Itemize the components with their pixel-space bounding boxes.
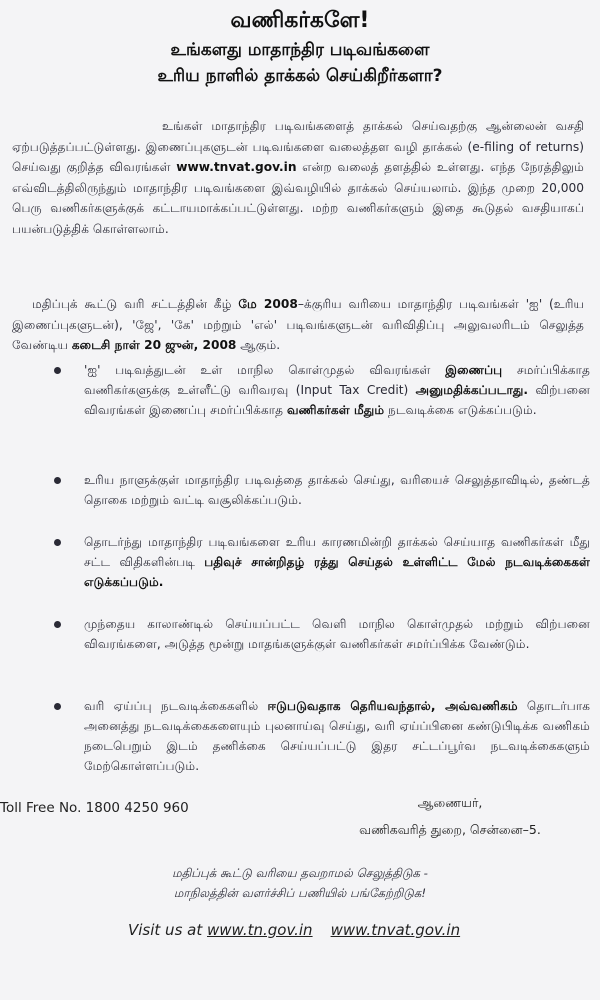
bullet-dot-icon — [54, 539, 61, 546]
page-title: வணிகர்களே! — [230, 8, 370, 33]
visit-us-line — [128, 921, 460, 939]
b2-text-1: உரிய நாளுக்குள் மாதாந்திர படிவத்தை தாக்கல் செய்து, வரியைச் செலுத்தாவிடில், தண்டத் தொகை மற்றும் வட்டி வசூலிக்கப்படும். — [84, 473, 590, 507]
list-item — [84, 696, 590, 776]
subtitle-line-2: உரிய நாளில் தாக்கல் செய்கிறீர்களா? — [157, 66, 443, 86]
deadline-date: கடைசி நாள் 20 ஜுன், 2008 — [71, 338, 237, 352]
b4-text-1: முந்தைய காலாண்டில் செய்யப்பட்ட வெளி மாநில கொள்முதல் மற்றும் விற்பனை விவரங்களை, அடுத்த மூன்று மாதங்களுக்குள் வணிகர்கள் சமர்ப்பிக்க வேண்டும். — [84, 617, 590, 651]
slogan-line-2: மாநிலத்தின் வளர்ச்சிப் பணியில் பங்கேற்றிடுக! — [173, 886, 427, 900]
bullet-dot-icon — [54, 621, 61, 628]
p1-text-2: என்ற வலைத் தளத்தில் உள்ளது. எந்த நேரத்திலும் எவ்விடத்திலிருந்தும் மாதாந்திர படிவங்களை இவ்வழியில் தாக்கல் செய்யலாம். இந்த முறை 20,000 பெரு வணிகர்களுக்குக் கட்டாயமாக்கப்பட்டுள்ளது. மற்ற வணிகர்களும் இதை கூடுதல் வசதியாகப் பயன்படுத்திக் கொள்ளலாம். — [12, 160, 584, 236]
p2-text-1: மதிப்புக் கூட்டு வரி சட்டத்தின் கீழ் — [32, 297, 239, 311]
tn-gov-link[interactable]: www.tn.gov.in — [207, 921, 313, 939]
b1-text-2: சமர்ப்பிக்காத வணிகர்களுக்கு உள்ளீட்டு வரிவரவு (Input Tax Credit) — [84, 363, 590, 397]
signatory-department: வணிகவரித் துறை, சென்னை–5. — [359, 822, 541, 837]
list-item — [84, 532, 590, 592]
subtitle-line-1: உங்களது மாதாந்திர படிவங்களை — [170, 40, 430, 60]
b1-bold-2: அனுமதிக்கப்படாது. — [415, 383, 529, 397]
p2-text-2: –க்குரிய வரியை மாதாந்திர படிவங்கள் 'ஐ' (உரிய இணைப்புகளுடன்), 'ஜே', 'கே' மற்றும் 'எல்' படிவங்களுடன் வரிவிதிப்பு அலுவலரிடம் செலுத்த வேண்டிய — [12, 297, 584, 352]
b5-text-1: வரி ஏய்ப்பு நடவடிக்கைகளில் — [84, 699, 268, 713]
b1-text-3: விற்பனை விவரங்கள் இணைப்பு சமர்ப்பிக்காத — [84, 383, 590, 417]
toll-free-number: Toll Free No. 1800 4250 960 — [0, 800, 189, 816]
b1-bold-3: வணிகர்கள் மீதும் — [286, 403, 385, 417]
list-item — [84, 360, 590, 420]
visit-prefix: Visit us at — [128, 921, 207, 939]
b1-text-1: 'ஐ' படிவத்துடன் உள் மாநில கொள்முதல் விவரங்கள் — [84, 363, 446, 377]
b1-bold-1: இணைப்பு — [445, 363, 503, 377]
b5-bold-1: ஈடுபடுவதாக தெரியவந்தால், அவ்வணிகம் — [267, 699, 518, 713]
bullet-dot-icon — [54, 477, 61, 484]
paragraph-deadline — [12, 294, 584, 356]
p1-text-1: உங்கள் மாதாந்திர படிவங்களைத் தாக்கல் செய்வதற்கு ஆன்லைன் வசதி ஏற்படுத்தப்பட்டுள்ளது. இணைப்புகளுடன் படிவங்களை வலைத்தள வழி தாக்கல் (e-filing of returns) செய்வது குறித்த விவரங்கள் — [12, 119, 584, 174]
b1-text-4: நடவடிக்கை எடுக்கப்படும். — [384, 403, 537, 417]
list-item — [84, 614, 590, 654]
tnvat-gov-link[interactable]: www.tnvat.gov.in — [330, 921, 461, 939]
signatory-title: ஆணையர், — [417, 795, 483, 810]
bullet-dot-icon — [54, 703, 61, 710]
website-link: www.tnvat.gov.in — [176, 160, 297, 174]
slogan-line-1: மதிப்புக் கூட்டு வரியை தவறாமல் செலுத்திடுக - — [172, 866, 428, 880]
b3-bold-1: பதிவுச் சான்றிதழ் ரத்து செய்தல் உள்ளிட்ட மேல் நடவடிக்கைகள் எடுக்கப்படும். — [84, 555, 590, 589]
p2-bold-1: மே 2008 — [238, 297, 298, 311]
p2-text-3: ஆகும். — [236, 338, 281, 352]
b5-text-2: தொடர்பாக அனைத்து நடவடிக்கைகளையும் புலனாய்வு செய்து, வரி ஏய்ப்பினை கண்டுபிடிக்க வணிகம் நடைபெறும் இடம் தணிக்கை செய்யப்பட்டு இதர சட்டப்பூர்வ நடவடிக்கைகளும் மேற்கொள்ளப்படும். — [84, 699, 590, 773]
paragraph-online-filing — [12, 116, 584, 239]
b3-text-1: தொடர்ந்து மாதாந்திர படிவங்களை உரிய காரணமின்றி தாக்கல் செய்யாத வணிகர்கள் மீது சட்ட விதிகளின்படி — [84, 535, 590, 569]
bullet-dot-icon — [54, 367, 61, 374]
list-item — [84, 470, 590, 510]
